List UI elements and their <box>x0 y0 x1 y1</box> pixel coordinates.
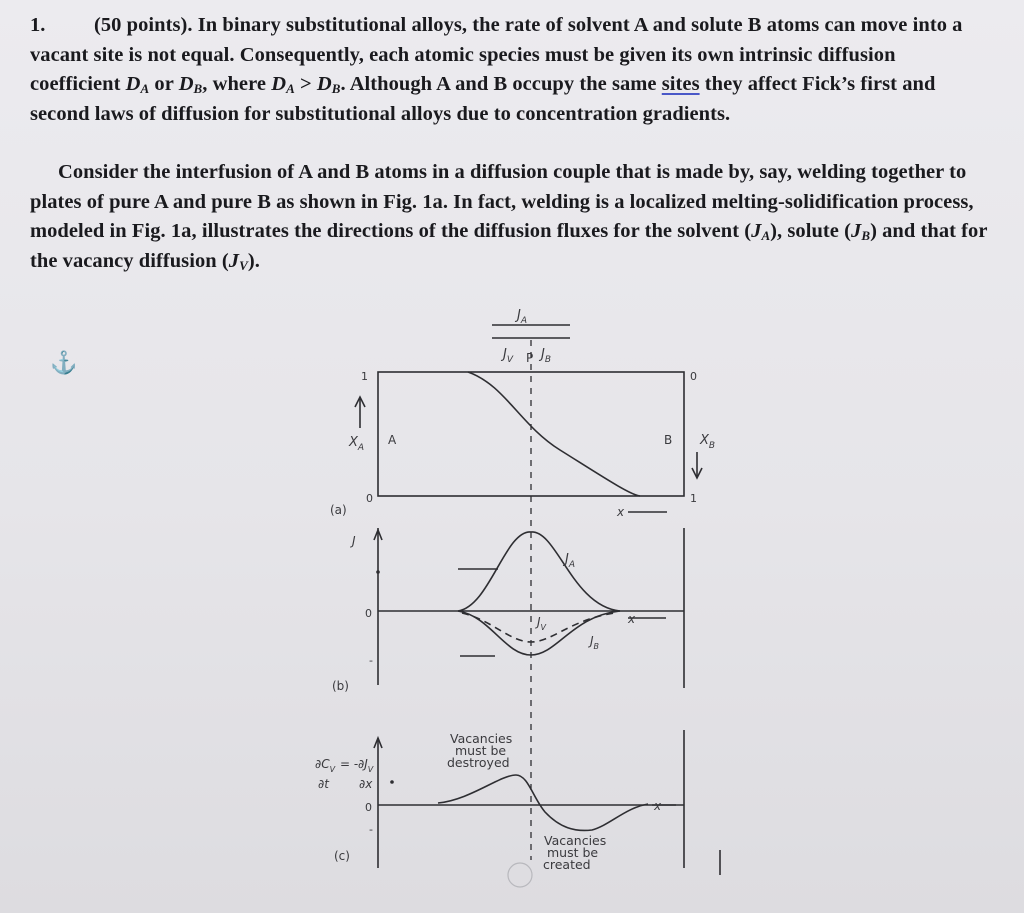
ja-curve-label <box>562 552 575 570</box>
jb-sub: B <box>544 355 552 365</box>
ja-flux-curve <box>458 532 620 611</box>
c-minus-label: - <box>369 823 373 836</box>
destroyed-line-2: must be <box>455 743 507 758</box>
jb2-sym: J <box>590 634 594 648</box>
eq-right-sym: ∂J <box>358 757 368 771</box>
destroyed-line-3: destroyed <box>447 755 510 770</box>
eq-left-sym: ∂C <box>315 757 330 771</box>
problem-number: 1. <box>30 14 46 36</box>
problem-points: (50 points). <box>94 14 193 36</box>
region-a-label: A <box>388 433 397 447</box>
panel-a-label: (a) <box>330 503 347 517</box>
jv2-sub: V <box>540 623 547 632</box>
jb2-sub: B <box>593 642 600 651</box>
eq-dt: ∂t <box>318 777 329 791</box>
text-run: ) and that for the vacancy diffusion ( <box>30 220 988 272</box>
text-run: they affect Fick’s first and second laws of diffusion for substitutional alloys due to concentration gradients. <box>30 73 936 125</box>
flux-jb-label <box>538 347 551 365</box>
xa-curve <box>468 372 640 496</box>
eq-mid: = - <box>340 757 359 771</box>
sub: B <box>193 81 203 96</box>
sym: J <box>851 220 862 242</box>
a-y-right-bottom: 1 <box>690 492 697 505</box>
a-y-right-top: 0 <box>690 370 697 383</box>
sym: D <box>125 73 141 95</box>
created-line-2: must be <box>547 845 599 860</box>
eq-left <box>315 757 336 774</box>
text-run: ), solute ( <box>770 220 852 242</box>
plane-p-label: P <box>526 351 534 365</box>
xa-sym: X <box>349 435 358 450</box>
flux-jv-label <box>500 347 514 365</box>
panel-b-label: (b) <box>332 679 349 693</box>
xa-sub: A <box>357 443 365 453</box>
eq-dx: ∂x <box>359 777 373 791</box>
jv-sub: V <box>506 355 514 365</box>
sym: D <box>316 73 332 95</box>
text-run: Consider the interfusion of A and B atoms in a diffusion couple that is made by, say, welding together to plates of pure A and pure B as shown in Fig. 1a. In fact, welding is a localized melting-solidification process, modeled in Fig. 1a, illustrates the directions of the diffusion fluxes for the solvent ( <box>30 161 974 242</box>
sites-link[interactable]: sites <box>661 73 700 95</box>
destroyed-line-1: Vacancies <box>450 731 513 746</box>
text-run: , where <box>202 73 272 95</box>
region-b-label: B <box>664 433 673 447</box>
sub: A <box>761 228 771 243</box>
xb-sub: B <box>708 441 716 451</box>
sym: J <box>228 249 240 272</box>
ja2-sub: A <box>568 560 576 570</box>
sub: B <box>861 228 871 243</box>
created-line-1: Vacancies <box>544 833 607 848</box>
eq-left-sub: V <box>329 765 336 774</box>
sym: J <box>751 220 762 242</box>
sub: B <box>331 81 341 96</box>
vacancy-rate-curve <box>438 775 648 830</box>
b-minus-label: - <box>369 654 373 667</box>
ja-sub: A <box>520 316 528 326</box>
jb-sym: J <box>541 347 545 362</box>
sub: A <box>140 81 150 96</box>
sym: D <box>178 73 194 95</box>
xa-label <box>348 435 364 453</box>
text-run: ). <box>247 249 260 272</box>
flux-ja-label <box>514 308 527 326</box>
plus-dot-c <box>390 780 394 784</box>
text-run: > <box>294 73 317 95</box>
a-y-left-top: 1 <box>361 370 368 383</box>
eq-right <box>358 757 374 774</box>
xb-sym: X <box>700 433 709 448</box>
c-x-axis-label: x <box>654 799 662 813</box>
text-run: . Although A and B occupy the same <box>340 73 662 95</box>
xb-label <box>699 433 715 451</box>
b-zero-label: 0 <box>365 607 372 620</box>
sub: A <box>286 81 295 96</box>
text-run: In binary substitutional alloys, the rate of solvent A and solute B atoms can move into a vacant site is not equal. Consequently, each atomic species must be given its own intrinsic diffusion coefficient <box>30 14 963 95</box>
sub: V <box>239 257 248 273</box>
a-y-left-bottom: 0 <box>366 492 373 505</box>
b-y-axis-label: J <box>352 534 356 548</box>
ja2-sym: J <box>565 552 569 567</box>
a-x-axis-label: x <box>617 505 625 519</box>
eq-right-sub: V <box>367 765 374 774</box>
text-run: or <box>149 73 179 95</box>
sym: D <box>271 73 287 95</box>
panel-c-label: (c) <box>334 849 350 863</box>
anchor-icon[interactable]: ⚓ <box>50 350 78 375</box>
watermark-logo <box>508 863 532 887</box>
c-zero-label: 0 <box>365 801 372 814</box>
b-x-axis-label: x <box>628 612 636 626</box>
jb-curve-label <box>588 634 599 651</box>
plus-dot-b <box>376 570 380 574</box>
jv-curve-label <box>535 615 547 632</box>
jv2-sym: J <box>537 615 541 629</box>
ja-sym: J <box>517 308 521 323</box>
created-line-3: created <box>543 857 591 872</box>
jv-sym: J <box>503 347 507 362</box>
